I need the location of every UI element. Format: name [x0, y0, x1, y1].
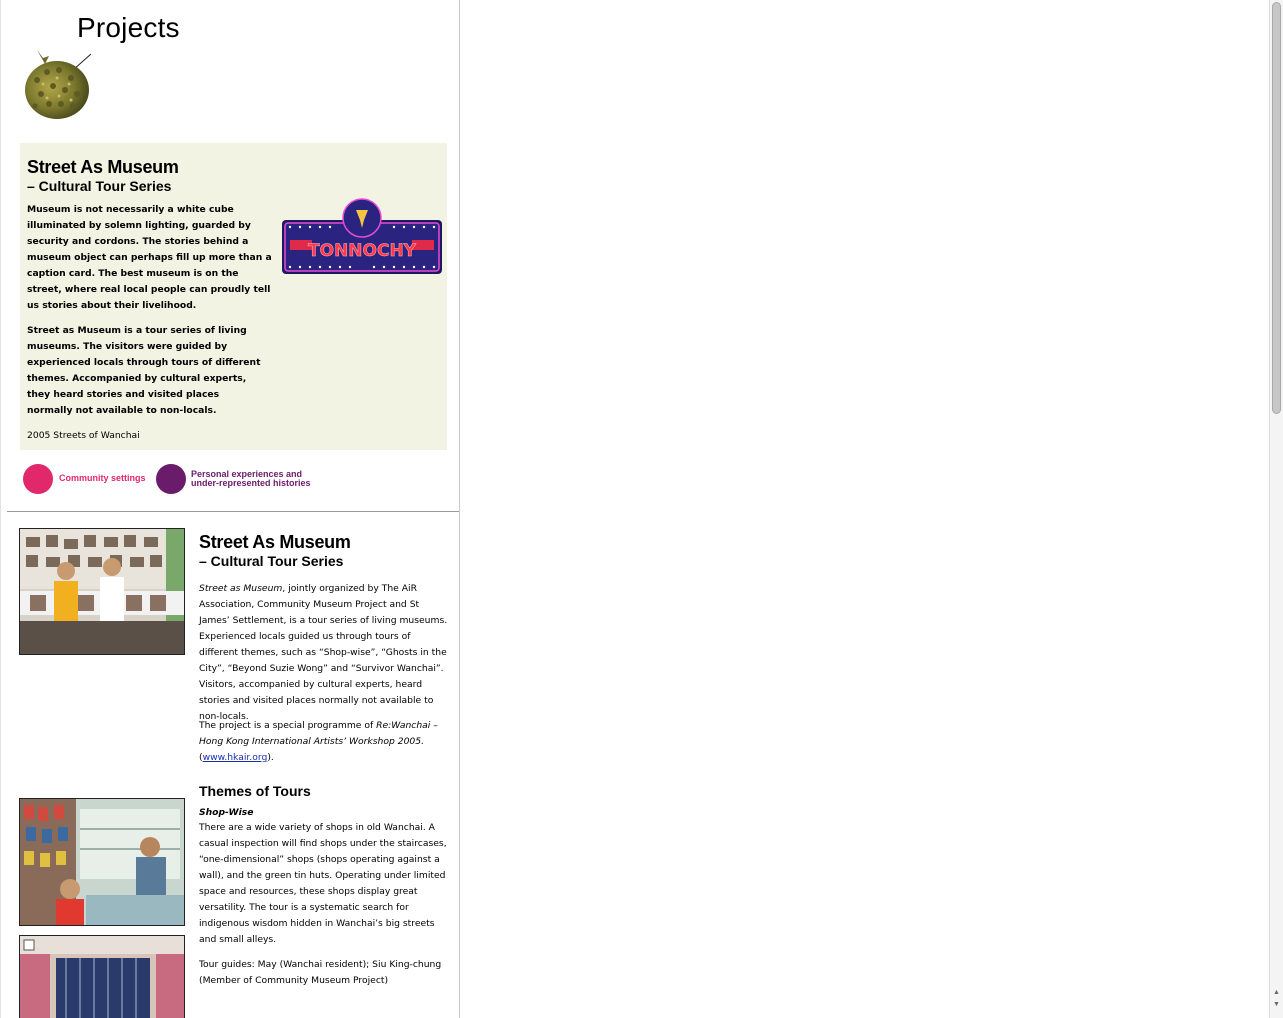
intro-box: [20, 143, 447, 450]
tag-label-community[interactable]: Community settings: [59, 473, 146, 483]
theme-name: Shop-Wise: [199, 807, 254, 818]
durian-icon: [23, 44, 93, 120]
intro-date-location: 2005 Streets of Wanchai: [27, 430, 140, 441]
article-subtitle: – Cultural Tour Series: [199, 553, 344, 569]
tag-list: [23, 463, 443, 495]
hkair-link[interactable]: www.hkair.org: [202, 752, 268, 763]
article-text: ).: [267, 752, 274, 763]
article-text: , jointly organized by The AiR Association, Community Museum Project and St James’ Settlement, is a tour series of living museums. Experienced locals guided us through tours of different themes, such as “Shop-wise”, “Ghosts in the City”, “Beyond Suzie Wong” and “Survivor Wanchai”. Visitors, accompanied by cultural experts, heard stories and visited places normally not available to non-locals.: [199, 583, 448, 722]
article-italic-title: Street as Museum: [199, 583, 283, 594]
article-italic-title: Re:Wanchai – Hong Kong International Artists’ Workshop 2005.: [199, 720, 438, 747]
tag-label-personal[interactable]: [191, 470, 311, 488]
tag-dot-personal[interactable]: [156, 464, 186, 494]
vertical-scrollbar[interactable]: [1269, 0, 1283, 1018]
themes-title: Themes of Tours: [199, 783, 311, 799]
scroll-down-icon[interactable]: ▼: [1273, 1001, 1280, 1008]
header: [1, 0, 459, 140]
intro-subtitle: – Cultural Tour Series: [27, 178, 172, 194]
photo-shop-front: [19, 935, 185, 1018]
scrollbar-thumb[interactable]: [1272, 2, 1281, 414]
article-text: The project is a special programme of: [199, 720, 377, 731]
theme-description: There are a wide variety of shops in old Wanchai. A casual inspection will find shops under the staircases, “one-dimensional” shops (shops operating against a wall), and the green tin huts. Operating under limited space and resources, these shops display great versatility. The tour is a systematic search for indigenous wisdom hidden in Wanchai’s big streets and small alleys.: [199, 822, 447, 945]
scroll-up-icon[interactable]: ▲: [1273, 989, 1280, 996]
photo-tour-group: [19, 528, 185, 655]
photo-shop-wise: [19, 798, 185, 926]
article-paragraph: [199, 718, 451, 766]
article-paragraph: [199, 581, 451, 725]
intro-title: Street As Museum: [27, 157, 179, 177]
article-text: (: [199, 752, 203, 763]
theme-guides: Tour guides: May (Wanchai resident); Siu King-chung (Member of Community Museum Project): [199, 959, 442, 986]
page-column: [0, 0, 460, 1018]
article-title: Street As Museum: [199, 532, 351, 552]
intro-paragraph: Museum is not necessarily a white cube illuminated by solemn lighting, guarded by security and cordons. The stories behind a museum object can perhaps fill up more than a caption card. The best museum is on the street, where real local people can proudly tell us stories about their livelihood.: [27, 204, 272, 311]
tag-label-line: Personal experiences and: [191, 469, 303, 479]
intro-paragraph: Street as Museum is a tour series of living museums. The visitors were guided by experienced locals through tours of different themes. Accompanied by cultural experts, they heard stories and visited places normally not available to non-locals.: [27, 325, 261, 416]
page-title: Projects: [77, 12, 180, 43]
section-divider: [7, 511, 460, 512]
tag-dot-community[interactable]: [23, 464, 53, 494]
tag-label-line: under-represented histories: [191, 478, 311, 488]
neon-sign-text: TONNOCHY: [308, 241, 416, 261]
neon-sign-image: [282, 198, 442, 274]
